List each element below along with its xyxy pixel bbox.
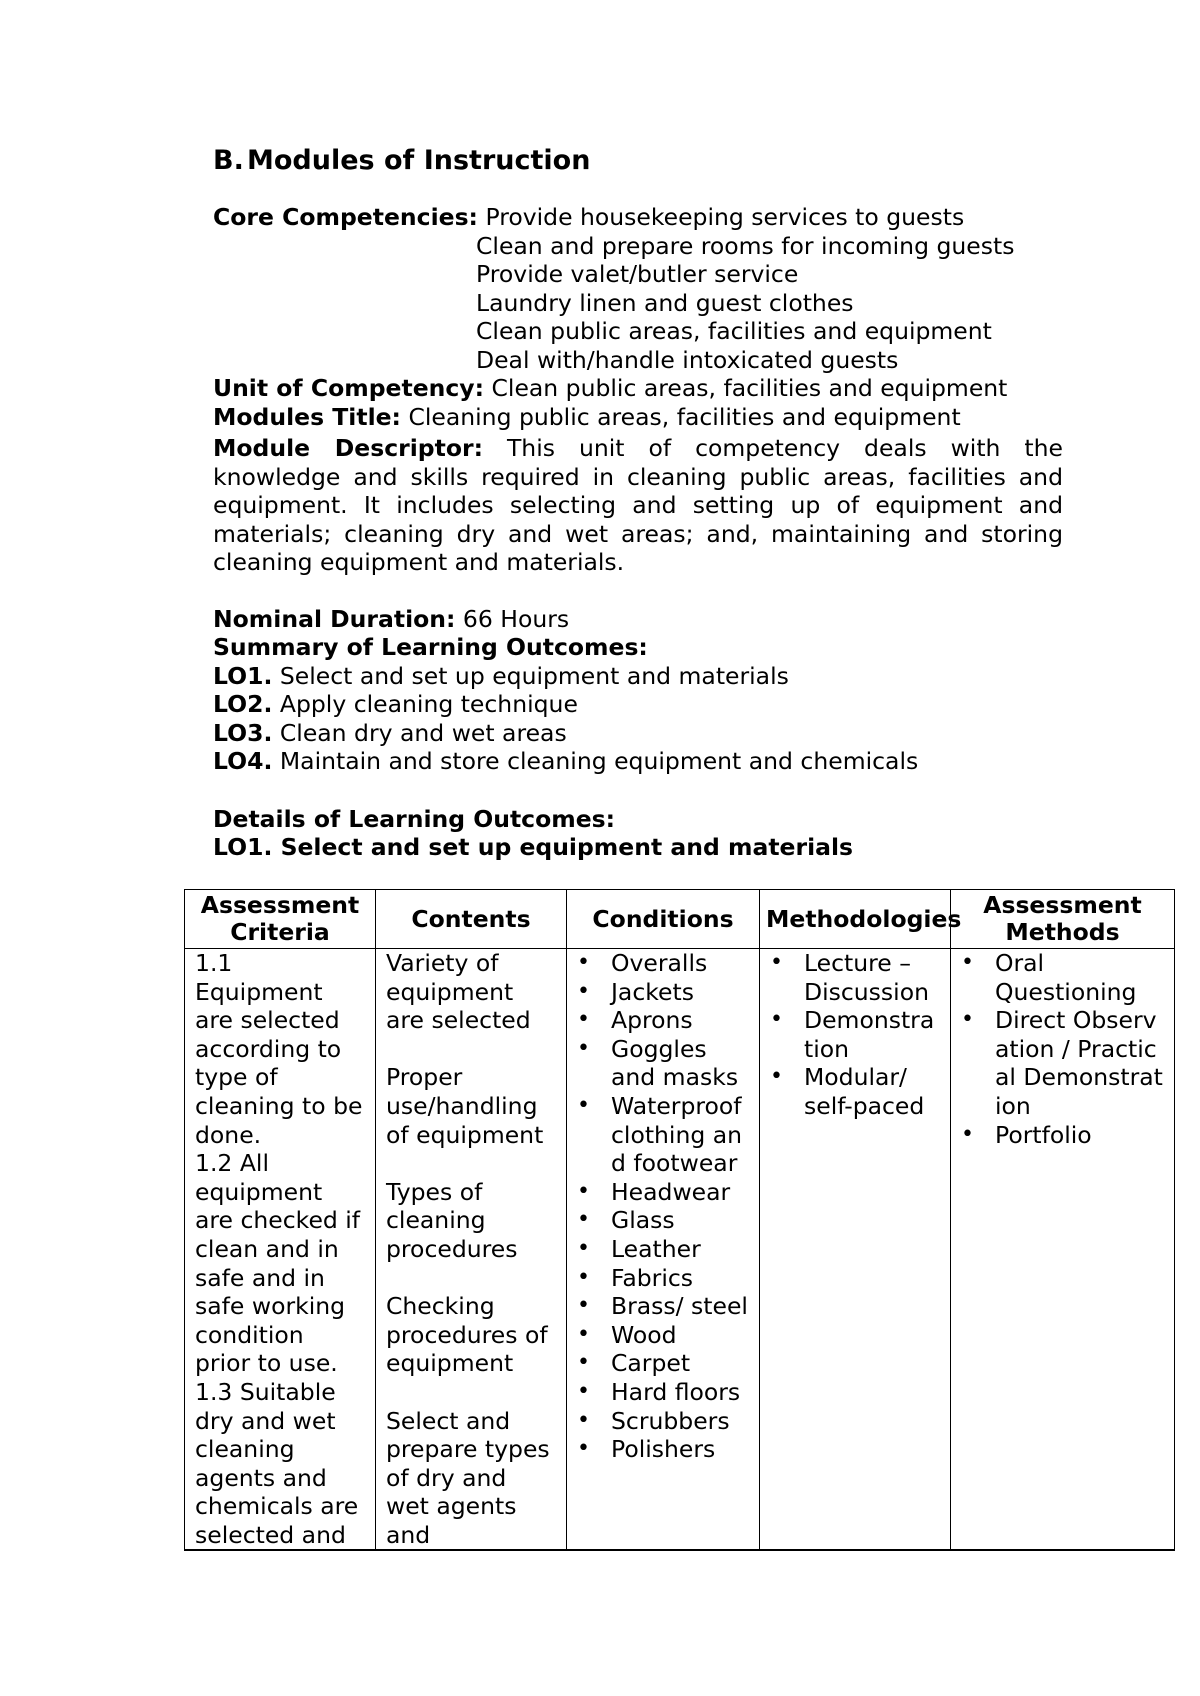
contents-cell <box>376 949 567 1551</box>
column-header: Conditions <box>567 890 760 949</box>
lo-text: Clean dry and wet areas <box>279 719 567 747</box>
lo1-heading: LO1. Select and set up equipment and materials <box>213 833 854 861</box>
content-item: Checking procedures of equipment <box>386 1292 548 1378</box>
content-item: Types of cleaning procedures <box>386 1177 518 1263</box>
summary-lo4 <box>213 747 918 775</box>
core-competency-item: Provide valet/butler service <box>476 260 799 288</box>
core-competency-item: Laundry linen and guest clothes <box>476 289 854 317</box>
condition-item: • Brass/ steel <box>573 1292 749 1321</box>
condition-item: • Headwear <box>573 1178 749 1207</box>
duration-label: Nominal Duration: <box>213 605 456 633</box>
unit-value: Clean public areas, facilities and equipment <box>491 374 1008 402</box>
table-row <box>185 949 1175 1551</box>
assessment-method-item: • Oral Questioning <box>957 949 1164 1006</box>
nominal-duration <box>213 605 569 633</box>
lo-code: LO4. <box>213 747 273 775</box>
condition-item: • Fabrics <box>573 1264 749 1293</box>
section-title-text: Modules of Instruction <box>247 145 591 176</box>
learning-outcome-table <box>184 889 1175 1551</box>
lo-code: LO3. <box>213 719 273 747</box>
assessment-methods-cell <box>951 949 1175 1551</box>
content-item: Select and prepare types of dry and wet agents and <box>386 1406 550 1549</box>
section-title <box>213 145 590 176</box>
summary-heading: Summary of Learning Outcomes: <box>213 633 648 661</box>
column-header: Methodologies <box>760 890 951 949</box>
module-title-label: Modules Title: <box>213 403 401 431</box>
condition-item: • Waterproof clothing and footwear <box>573 1092 749 1178</box>
lo-text: Apply cleaning technique <box>279 690 578 718</box>
condition-item: • Aprons <box>573 1006 749 1035</box>
core-competencies-label: Core Competencies: <box>213 203 478 231</box>
condition-item: • Carpet <box>573 1349 749 1378</box>
condition-item: • Glass <box>573 1206 749 1235</box>
core-competency-item: Clean public areas, facilities and equipment <box>476 317 992 345</box>
descriptor-label: Module Descriptor: <box>213 434 483 462</box>
core-competency-item: Clean and prepare rooms for incoming guests <box>476 232 1015 260</box>
methodologies-cell <box>760 949 951 1551</box>
lo-text: Select and set up equipment and materials <box>279 662 789 690</box>
criterion: 1.1 Equipment are selected according to type of cleaning to be done. <box>195 949 363 1149</box>
content-item: Variety of equipment are selected <box>386 949 531 1035</box>
condition-item: • Scrubbers <box>573 1407 749 1436</box>
assessment-method-item: • Portfolio <box>957 1121 1164 1150</box>
unit-of-competency <box>213 374 1007 402</box>
methodology-item: • Lecture – Discussion <box>766 949 940 1006</box>
condition-item: • Jackets <box>573 978 749 1007</box>
module-title <box>213 403 961 431</box>
condition-item: • Leather <box>573 1235 749 1264</box>
lo-code: LO1. <box>213 662 273 690</box>
duration-value: 66 Hours <box>462 605 570 633</box>
column-header: Assessment Criteria <box>185 890 376 949</box>
condition-item: • Wood <box>573 1321 749 1350</box>
lo-code: LO2. <box>213 690 273 718</box>
module-descriptor <box>213 434 1063 577</box>
column-header: Assessment Methods <box>951 890 1175 949</box>
condition-item: • Goggles and masks <box>573 1035 749 1092</box>
methodology-item: • Modular/ self-paced <box>766 1063 940 1120</box>
column-header: Contents <box>376 890 567 949</box>
core-competencies-line <box>213 203 964 231</box>
condition-item: • Overalls <box>573 949 749 978</box>
core-competency-item: Provide housekeeping services to guests <box>485 203 965 231</box>
condition-item: • Polishers <box>573 1435 749 1464</box>
descriptor-text: This unit of competency deals with the knowledge and skills required in cleaning public areas, facilities and equipment. It includes selecting and setting up of equipment and materials; cleaning dry and wet areas; and, maintaining and storing cleaning equipment and materials. <box>213 434 1063 577</box>
summary-lo1 <box>213 662 789 690</box>
details-heading: Details of Learning Outcomes: <box>213 805 616 833</box>
criterion: 1.3 Suitable dry and wet cleaning agents and chemicals are selected and <box>195 1377 359 1549</box>
conditions-cell <box>567 949 760 1551</box>
table-header-row <box>185 890 1175 949</box>
lo-text: Maintain and store cleaning equipment and chemicals <box>279 747 919 775</box>
unit-label: Unit of Competency: <box>213 374 485 402</box>
condition-item: • Hard floors <box>573 1378 749 1407</box>
summary-lo2 <box>213 690 578 718</box>
module-title-value: Cleaning public areas, facilities and equipment <box>408 403 961 431</box>
assessment-method-item: • Direct Observation / Practical Demonstration <box>957 1006 1164 1120</box>
methodology-item: • Demonstration <box>766 1006 940 1063</box>
core-competency-item: Deal with/handle intoxicated guests <box>476 346 899 374</box>
criterion: 1.2 All equipment are checked if clean and in safe and in safe working condition prior to use. <box>195 1149 361 1378</box>
content-item: Proper use/handling of equipment <box>386 1063 544 1149</box>
criteria-cell <box>185 949 376 1551</box>
summary-lo3 <box>213 719 567 747</box>
section-number: B. <box>213 145 244 176</box>
